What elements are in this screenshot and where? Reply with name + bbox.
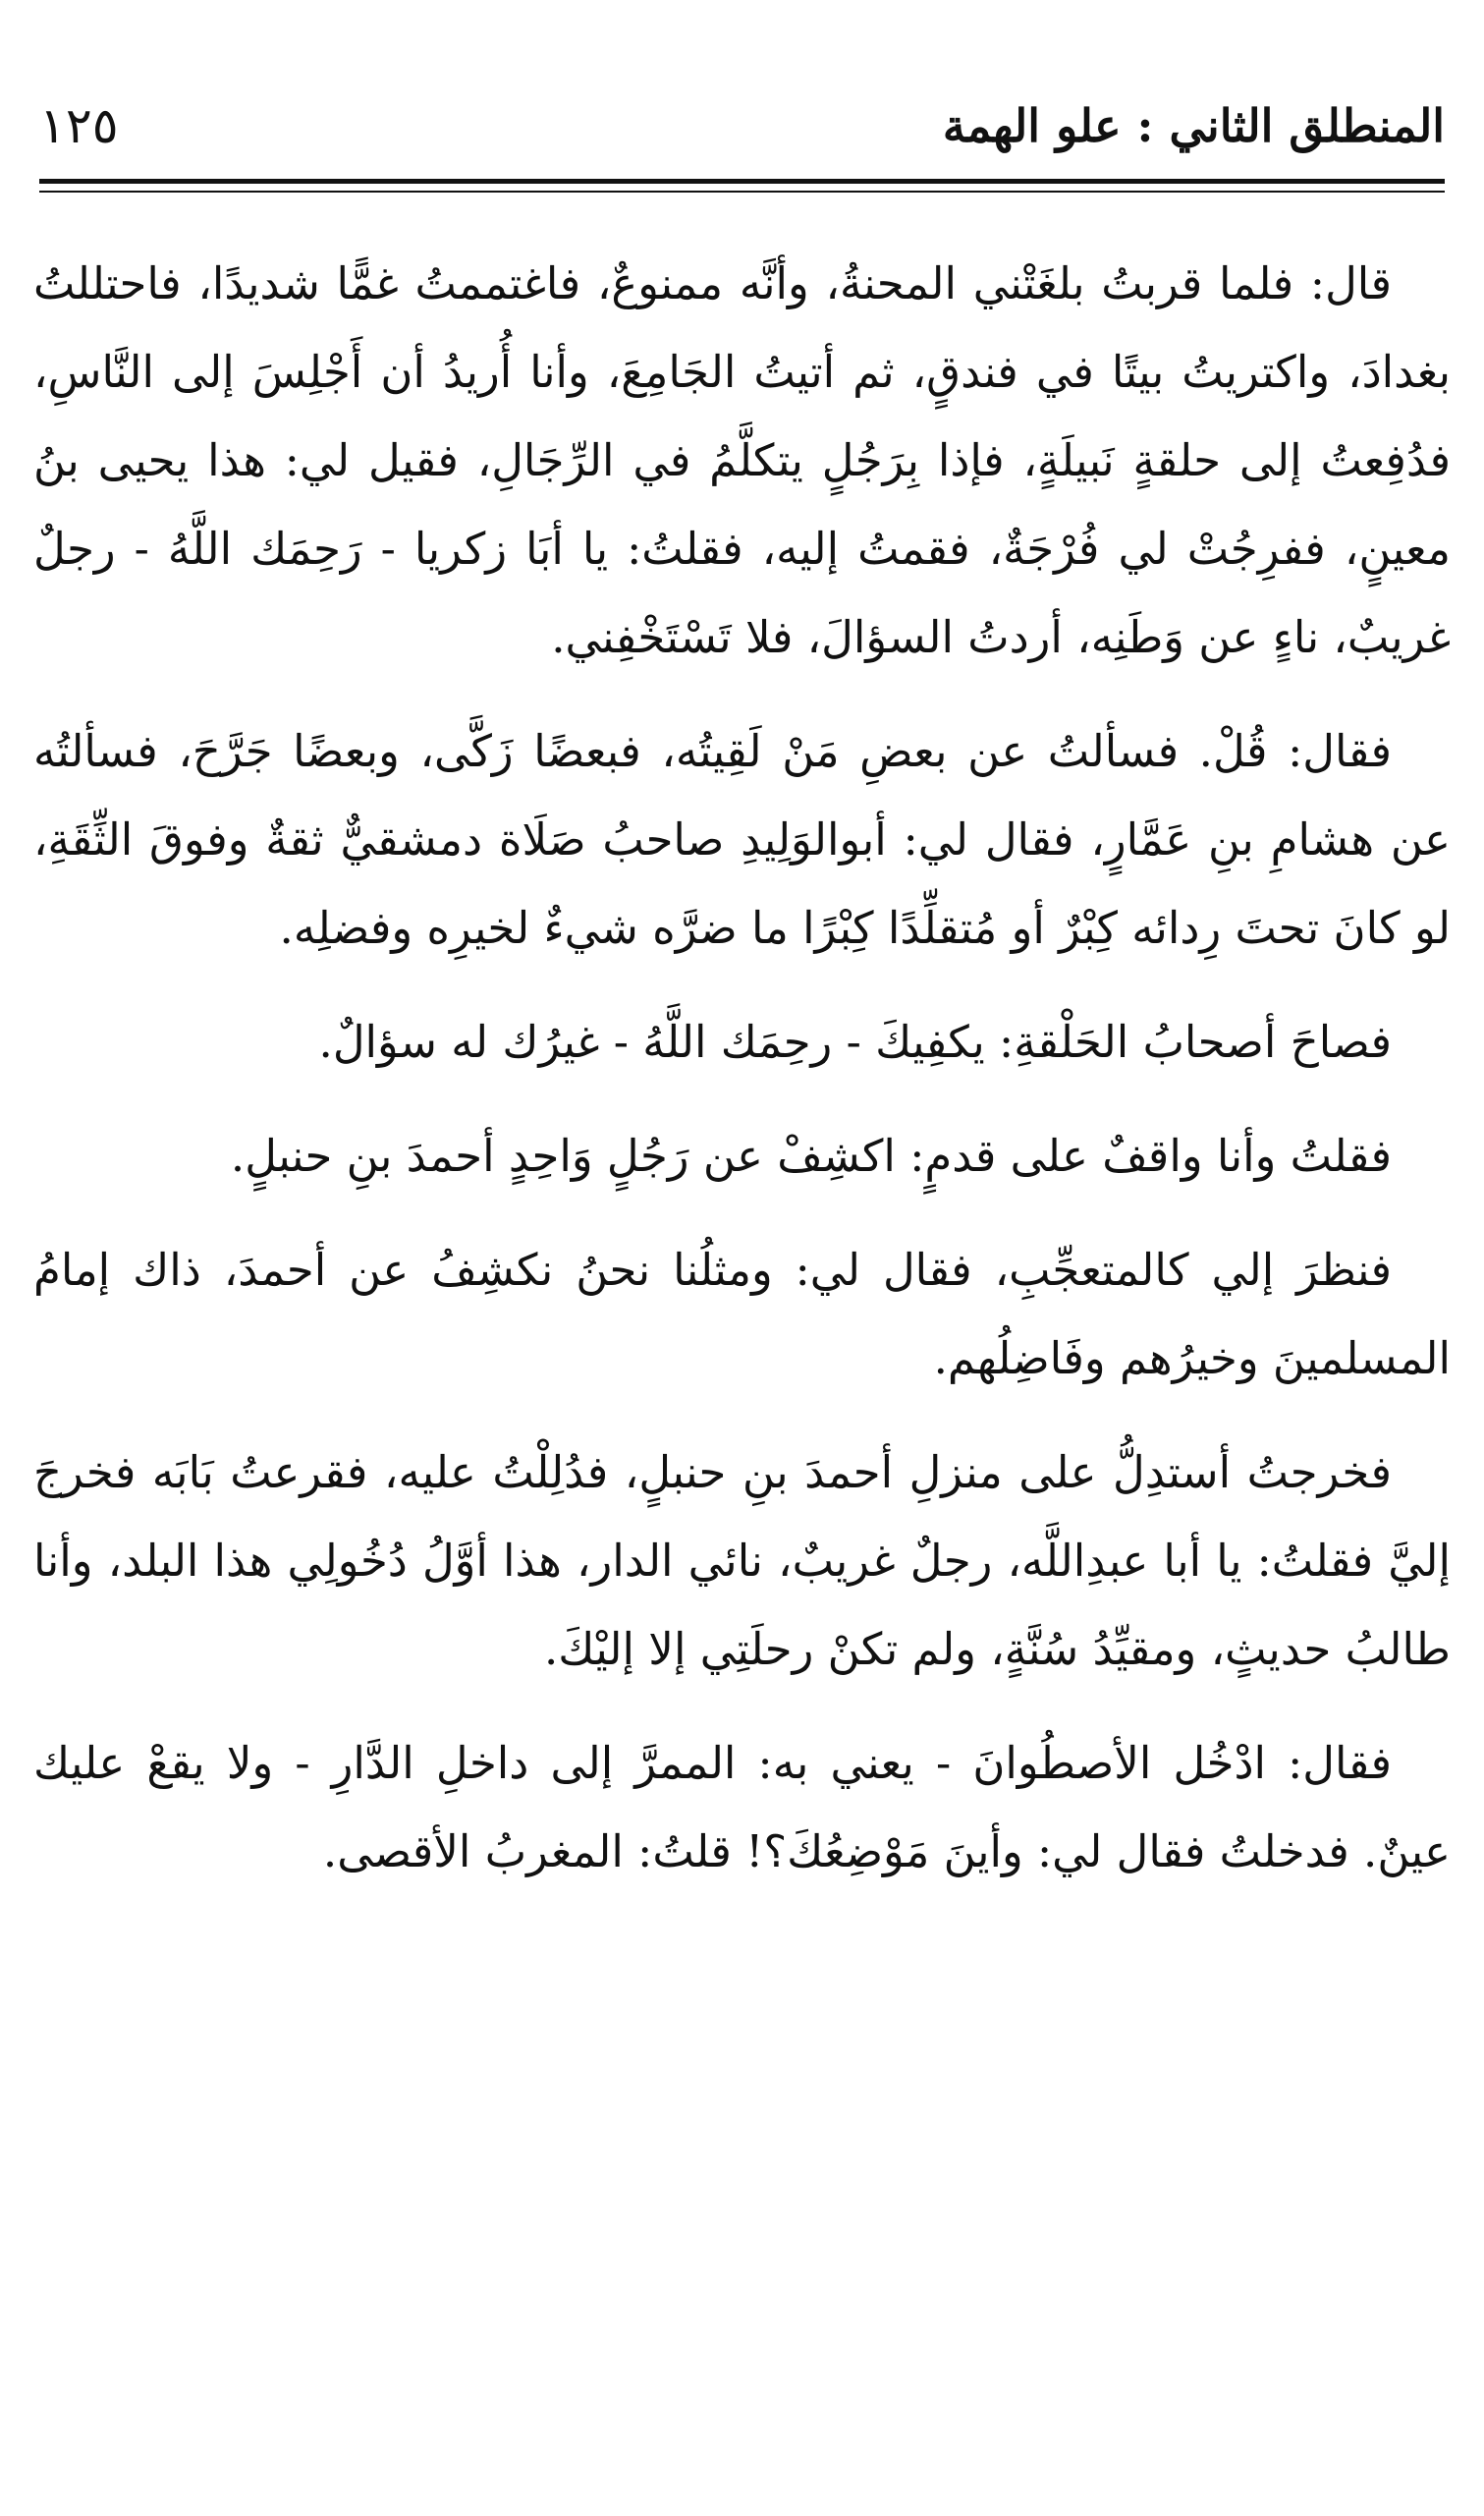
body-text (33, 240, 1451, 1922)
page-header (39, 77, 1445, 175)
paragraph: فقال: ادْخُل الأصطُوانَ - يعني به: الممرَّ إلى داخلِ الدَّارِ - ولا يقعْ عليك عينٌ. فدخلتُ فقال لي: وأينَ مَوْضِعُكَ؟! قلتُ: المغربُ الأقصى. (33, 1737, 1451, 1877)
paragraph: فصاحَ أصحابُ الحَلْقةِ: يكفِيكَ - رحِمَك اللَّهُ - غيرُك له سؤالٌ. (318, 1016, 1392, 1068)
header-rule-thick (39, 179, 1445, 184)
paragraph: فخرجتُ أستدِلُّ على منزلِ أحمدَ بنِ حنبلٍ، فدُلِلْتُ عليه، فقرعتُ بَابَه فخرجَ إليَّ فقلتُ: يا أبا عبدِاللَّه، رجلٌ غريبٌ، نائي الدار، هذا أوَّلُ دُخُولِي هذا البلد، وأنا طالبُ حديثٍ، ومقيِّدُ سُنَّةٍ، ولم تكنْ رحلَتِي إلا إليْكَ. (33, 1446, 1451, 1675)
header-rule-thin (39, 191, 1445, 193)
running-title: المنطلق الثاني : علو الهمة (942, 99, 1445, 152)
paragraph: قال: فلما قربتُ بلغَتْني المحنةُ، وأنَّه ممنوعٌ، فاغتممتُ غمًّا شديدًا، فاحتللتُ بغدادَ، واكتريتُ بيتًا في فندقٍ، ثم أتيتُ الجَامِعَ، وأنا أُريدُ أن أَجْلِسَ إلى النَّاسِ، فدُفِعتُ إلى حلقةٍ نَبيلَةٍ، فإذا بِرَجُلٍ يتكلَّمُ في الرِّجَالِ، فقيل لي: هذا يحيى بنُ معينٍ، ففرِجُتْ لي فُرْجَةٌ، فقمتُ إليه، فقلتُ: يا أبَا زكريا - رَحِمَك اللَّهُ - رجلٌ غريبٌ، ناءٍ عن وَطَنِه، أردتُ السؤالَ، فلا تَسْتَخْفِني. (33, 257, 1451, 663)
page-number: ١٢٥ (39, 97, 119, 154)
paragraph: فقلتُ وأنا واقفٌ على قدمٍ: اكشِفْ عن رَجُلٍ وَاحِدٍ أحمدَ بنِ حنبلٍ. (230, 1130, 1392, 1182)
paragraph: فقال: قُلْ. فسألتُ عن بعضِ مَنْ لَقِيتُه، فبعضًا زَكَّى، وبعضًا جَرَّحَ، فسألتُه عن هشامِ بنِ عَمَّارٍ، فقال لي: أبوالوَلِيدِ صاحبُ صَلَاة دمشقيٌّ ثقةٌ وفوقَ الثِّقَةِ، لو كانَ تحتَ رِدائه كِبْرٌ أو مُتقلِّدًا كِبْرًا ما ضرَّه شيءٌ لخيرِه وفضلِه. (33, 725, 1451, 954)
paragraph: فنظرَ إلي كالمتعجِّبِ، فقال لي: ومثلُنا نحنُ نكشِفُ عن أحمدَ، ذاك إمامُ المسلمينَ وخيرُهم وفَاضِلُهم. (33, 1244, 1451, 1384)
